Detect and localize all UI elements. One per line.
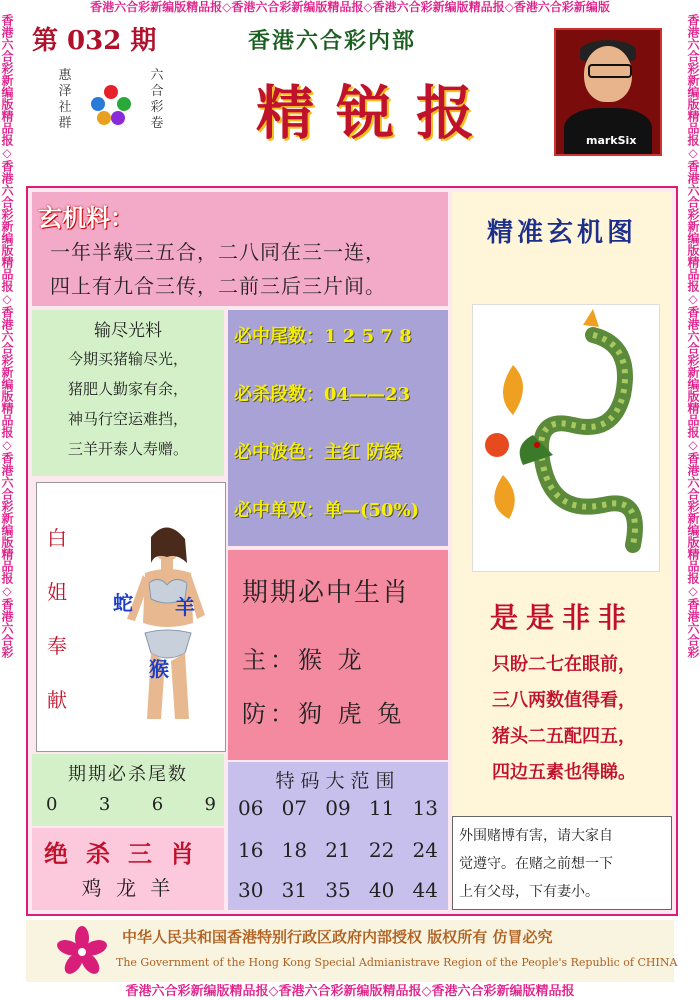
border-left: 香港六合彩新编版精品报◇香港六合彩新编版精品报◇香港六合彩新编版精品报◇香港六合彩新编版精品报◇香港六合彩 <box>0 14 14 658</box>
jue-sub: 鸡 龙 羊 <box>81 876 175 900</box>
right-column <box>452 192 672 910</box>
bauhinia-icon <box>56 926 108 978</box>
photo-caption <box>45 523 69 715</box>
range-cell: 06 <box>238 796 264 820</box>
xuanji-line: 一年半载三五合，二八同在三一连， <box>50 240 386 264</box>
portrait-brand: markSix <box>586 134 637 147</box>
range-cell: 11 <box>368 796 395 820</box>
bi-wave: 必中波色：主红 防绿 <box>234 442 403 463</box>
kill-digit: 9 <box>204 794 216 815</box>
logo <box>54 68 174 140</box>
range-cell: 13 <box>412 796 438 820</box>
range-cell: 22 <box>368 838 395 862</box>
range-cell: 24 <box>412 838 438 862</box>
kill-digit: 6 <box>151 794 164 815</box>
range-cell: 18 <box>281 838 308 862</box>
dragon-picture <box>472 304 660 572</box>
jue-section <box>32 828 224 910</box>
range-row <box>238 838 438 862</box>
range-cell: 40 <box>368 878 395 902</box>
portrait-photo <box>554 28 662 156</box>
content-frame <box>26 186 678 916</box>
shi-line: 猪头二五配四五， <box>492 726 636 747</box>
bi-tail: 必中尾数：1 2 5 7 8 <box>234 326 412 347</box>
riddle-picture-title: 精准玄机图 <box>486 218 637 248</box>
caption-char: 奉 <box>47 634 67 658</box>
warn-line: 觉遵守。在赌之前想一下 <box>459 856 613 872</box>
range-section <box>228 762 448 910</box>
lose-title: 输尽光料 <box>94 321 162 341</box>
lose-line: 三羊开泰人寿赠。 <box>67 440 188 458</box>
range-cell: 21 <box>325 838 351 862</box>
shengxiao-main: 主：猴 龙 <box>242 646 366 674</box>
lose-line: 今期买猪输尽光， <box>67 350 188 368</box>
warning-box <box>452 816 672 910</box>
footer-chinese: 中华人民共和国香港特别行政区政府内部授权 版权所有 仿冒必究 <box>122 928 553 946</box>
photo-zodiac: 蛇 <box>113 591 133 615</box>
shi-line: 只盼二七在眼前， <box>492 654 636 675</box>
shengxiao-title: 期期必中生肖 <box>242 578 411 608</box>
xuanji-line: 四上有九合三传，二前三后三片间。 <box>50 274 386 298</box>
bi-segment: 必杀段数：04——23 <box>234 384 411 405</box>
border-bottom: 香港六合彩新编版精品报◇香港六合彩新编版精品报◇香港六合彩新编版精品报 <box>125 984 575 999</box>
shi-line: 四边五素也得睇。 <box>492 762 636 783</box>
bi-odd-even: 必中单双：单—(50%) <box>234 500 420 521</box>
footer-english: The Government of the Hong Kong Special Admianistrave Region of the People's Republic of CHINA <box>116 956 678 969</box>
range-cell: 35 <box>325 878 351 902</box>
issue-number: 第 032 期 <box>32 26 157 56</box>
kill-digit: 3 <box>98 794 111 815</box>
shengxiao-section <box>228 550 448 760</box>
xuanji-title: 玄机料： <box>38 203 134 232</box>
bi-section <box>228 310 448 546</box>
range-cell: 31 <box>281 878 308 902</box>
shi-title: 是是非非 <box>489 601 634 634</box>
dragon-icon <box>473 305 659 571</box>
sub-title: 香港六合彩内部 <box>248 28 417 54</box>
range-cell: 44 <box>412 878 438 902</box>
range-title: 特码大范围 <box>275 770 401 792</box>
range-row <box>238 878 438 902</box>
header <box>18 16 682 156</box>
range-cell: 07 <box>281 796 308 820</box>
photo-section <box>36 482 226 752</box>
lottery-logo-icon <box>88 82 134 128</box>
caption-char: 献 <box>47 688 67 712</box>
xuanji-section <box>32 192 448 306</box>
border-top: 香港六合彩新编版精品报◇香港六合彩新编版精品报◇香港六合彩新编版精品报◇香港六合彩新编版 <box>90 0 610 14</box>
shengxiao-guard: 防：狗 虎 兔 <box>242 700 406 728</box>
logo-left-text: 惠泽社群 <box>58 68 72 131</box>
logo-right-text: 六合彩卷 <box>150 68 164 131</box>
footer <box>26 920 678 982</box>
range-cell: 16 <box>238 838 264 862</box>
range-cell: 09 <box>325 796 351 820</box>
main-title: 精锐报 <box>256 79 497 147</box>
warn-line: 上有父母，下有妻小。 <box>459 884 599 900</box>
kill-digit: 0 <box>46 794 58 815</box>
warn-line: 外围赌博有害，请大家自 <box>459 828 613 844</box>
lose-line: 猪肥人勤家有余， <box>67 380 188 398</box>
lose-line: 神马行空运难挡， <box>67 410 188 428</box>
jue-title: 绝杀三肖 <box>44 839 212 868</box>
kill-digits <box>46 794 216 815</box>
shi-line: 三八两数值得看， <box>492 690 636 711</box>
caption-char: 白 <box>47 526 67 550</box>
kill-section <box>32 754 224 826</box>
range-cell: 30 <box>238 878 264 902</box>
lose-section <box>32 310 224 476</box>
range-row <box>238 796 438 820</box>
left-column <box>32 192 448 910</box>
caption-char: 姐 <box>47 580 67 604</box>
model-photo <box>107 523 217 723</box>
header-divider <box>30 158 670 180</box>
photo-zodiac: 猴 <box>149 657 169 681</box>
border-right: 香港六合彩新编版精品报◇香港六合彩新编版精品报◇香港六合彩新编版精品报◇香港六合彩新编版精品报◇香港六合彩 <box>686 14 700 658</box>
kill-title: 期期必杀尾数 <box>68 764 188 785</box>
photo-zodiac: 羊 <box>175 595 195 619</box>
